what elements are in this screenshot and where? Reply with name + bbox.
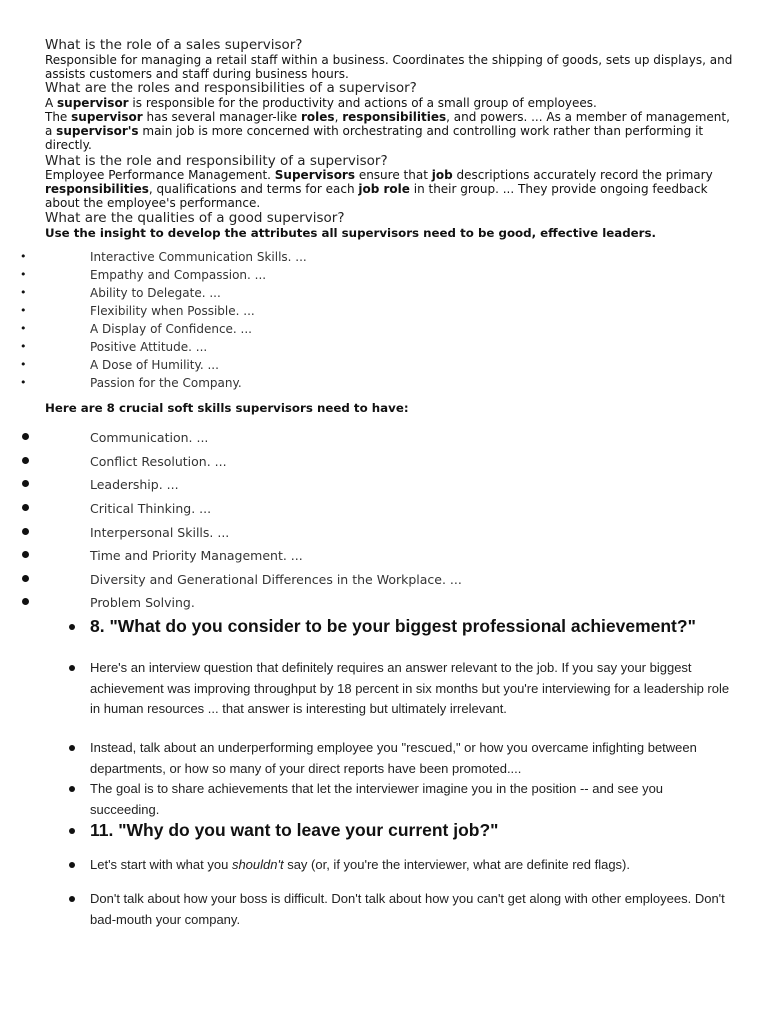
list-item: A Display of Confidence. ... [90,322,252,336]
text-run: is responsible for the productivity and actions of a small group of employees. [128,96,597,110]
list-item: Communication. ... [90,430,209,445]
soft-skills-heading: Here are 8 crucial soft skills supervisors need to have: [45,401,409,415]
list-item: Time and Priority Management. ... [90,548,303,563]
text-run: The [45,110,72,124]
bullet-icon [22,551,29,558]
question-roles-responsibilities: What are the roles and responsibilities of a supervisor? [45,80,417,96]
text-run: Employee Performance Management. [45,168,275,182]
text-run: say (or, if you're the interviewer, what are definite red flags). [283,857,631,872]
bold-run: roles [301,110,335,124]
bullet-icon [22,598,29,605]
bullet-icon: • [20,268,27,281]
list-item: Positive Attitude. ... [90,340,208,354]
bullet-icon [69,862,75,868]
list-item: Flexibility when Possible. ... [90,304,255,318]
text-run: A [45,96,58,110]
question-qualities: What are the qualities of a good supervisor? [45,210,345,226]
list-item: A Dose of Humility. ... [90,358,219,372]
question-role-and-responsibility: What is the role and responsibility of a supervisor? [45,153,388,169]
bullet-icon [22,575,29,582]
bullet-icon: • [20,250,27,263]
bullet-icon: • [20,322,27,335]
list-item: Problem Solving. [90,595,195,610]
bold-run: supervisor [57,96,129,110]
list-item: Leadership. ... [90,477,179,492]
bold-run: responsibilities [342,110,447,124]
text-run: descriptions accurately record the primary [452,168,713,182]
interview-question-11-paragraph-2: Don't talk about how your boss is difficult. Don't talk about how you can't get along with other employees. Don't bad-mouth your company. [90,891,725,927]
text-run: , and powers. ... As a member of management, a [45,110,730,138]
text-run: has several manager-like [142,110,301,124]
text-run: main job is more concerned with orchestrating and controlling work rather than performing it directly. [45,124,704,152]
italic-run: shouldn't [231,857,284,872]
bullet-icon [22,457,29,464]
question-sales-supervisor-role: What is the role of a sales supervisor? [45,37,303,53]
list-item: Ability to Delegate. ... [90,286,221,300]
bullet-icon [69,745,75,751]
bullet-icon: • [20,304,27,317]
bullet-icon: • [20,358,27,371]
answer-role-and-responsibility [45,168,735,210]
list-item: Interactive Communication Skills. ... [90,250,307,264]
bullet-icon [22,433,29,440]
bold-run: supervisor [71,110,143,124]
answer-qualities-intro: Use the insight to develop the attributes all supervisors need to be good, effective leaders. [45,226,656,240]
list-item: Conflict Resolution. ... [90,454,227,469]
list-item: Critical Thinking. ... [90,501,212,516]
list-item: Passion for the Company. [90,376,242,390]
bold-run: supervisor's [56,124,139,138]
interview-question-11-heading: 11. "Why do you want to leave your current job?" [90,820,499,840]
bullet-icon [69,786,75,792]
bullet-icon [69,624,75,630]
bold-run: responsibilities [45,182,149,196]
bullet-icon [69,896,75,902]
answer-roles-responsibilities-line2 [45,110,735,152]
interview-question-8-paragraph-2: Instead, talk about an underperforming employee you "rescued," or how you overcame infighting between departments, or how so many of your direct reports have been promoted.... [90,740,697,776]
interview-question-11-paragraph-1 [90,855,730,876]
interview-question-8-heading: 8. "What do you consider to be your biggest professional achievement?" [90,616,696,636]
bullet-icon [69,828,75,834]
bold-run: job role [358,182,410,196]
bullet-icon [22,504,29,511]
text-run: Let's start with what you [90,857,232,872]
interview-question-8-paragraph-3: The goal is to share achievements that let the interviewer imagine you in the position -- and see you succeeding. [90,781,664,817]
bullet-icon: • [20,376,27,389]
bullet-icon: • [20,286,27,299]
text-run: , qualifications and terms for each [148,182,359,196]
bullet-icon [22,480,29,487]
list-item: Interpersonal Skills. ... [90,525,230,540]
list-item: Empathy and Compassion. ... [90,268,267,282]
list-item: Diversity and Generational Differences in the Workplace. ... [90,572,462,587]
bold-run: Supervisors [274,168,355,182]
bold-run: job [431,168,453,182]
bullet-icon [22,528,29,535]
text-run: in their group. ... They provide ongoing feedback about the employee's performance. [45,182,708,210]
bullet-icon: • [20,340,27,353]
interview-question-8-paragraph-1: Here's an interview question that definitely requires an answer relevant to the job. If you say your biggest achievement was improving throughput by 18 percent in six months but you're interviewing for a leadership role in human resources ... that answer is interesting but ultimately irrelevant. [90,660,730,716]
answer-sales-supervisor-role: Responsible for managing a retail staff within a business. Coordinates the shipping of goods, sets up displays, and assists customers and staff during business hours. [45,53,733,81]
text-run: , [334,110,343,124]
bullet-icon [69,665,75,671]
text-run: ensure that [355,168,432,182]
answer-roles-responsibilities-line1 [45,96,735,110]
